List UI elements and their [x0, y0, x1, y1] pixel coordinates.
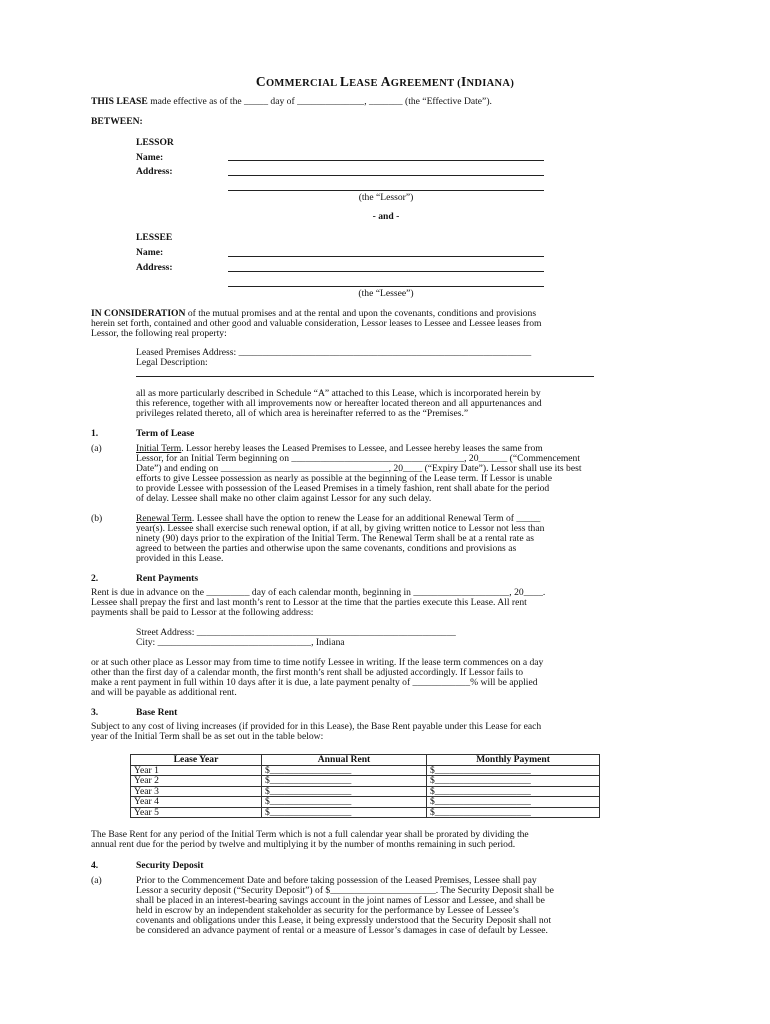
consideration-line-1: IN CONSIDERATION of the mutual promises and at the rental and upon the covenants, conditions and provisions	[91, 308, 537, 319]
section-4a-line-3: shall be placed in an interest-bearing savings account in the joint names of Lessor and Lessee, and shall be	[136, 895, 545, 906]
rent-street-address: Street Address: ______________________________________________________	[136, 627, 456, 638]
section-1-number: 1.	[91, 428, 99, 439]
lessor-address-label: Address:	[136, 166, 173, 177]
section-4a-number: (a)	[91, 875, 102, 886]
section-3-line-2: year of the Initial Term shall be as set out in the table below:	[91, 731, 324, 742]
lessor-caption: (the “Lessor”)	[358, 192, 414, 203]
column-header-annual-rent: Annual Rent	[262, 755, 427, 766]
legal-description-field[interactable]	[136, 376, 594, 377]
section-3-para-2-line-1: The Base Rent for any period of the Initial Term which is not a full calendar year shall be prorated by dividing the	[91, 829, 529, 840]
document-title: COMMERCIAL LEASE AGREEMENT (INDIANA)	[255, 74, 515, 89]
lessee-address-label: Address:	[136, 262, 173, 273]
section-2-line-1: Rent is due in advance on the _________ day of each calendar month, beginning in ____________________, 20____.	[91, 587, 546, 598]
between-label: BETWEEN:	[91, 116, 143, 127]
section-4a-line-2: Lessor a security deposit (“Security Deposit”) of $______________________. The Security Deposit shall be	[136, 885, 554, 896]
section-1b-number: (b)	[91, 513, 103, 524]
lessee-address-field-1[interactable]	[228, 271, 544, 272]
table-row	[131, 786, 600, 797]
lease-year-cell: Year 1	[131, 765, 262, 776]
table-row	[131, 776, 600, 787]
lessee-heading: LESSEE	[136, 232, 173, 243]
monthly-payment-cell[interactable]: $____________________	[427, 786, 600, 797]
section-1b-line-3: ninety (90) days prior to the expiration of the Initial Term. The Renewal Term shall be at a rental rate as	[136, 533, 534, 544]
annual-rent-cell[interactable]: $_________________	[262, 807, 427, 818]
section-1a-line-4: efforts to give Lessee possession as nearly as possible at the beginning of the Lease term. If Lessor is unable	[136, 473, 552, 484]
section-4a-line-4: held in escrow by an independent stakeholder as security for the performance by Lessee of Lessee’s	[136, 905, 519, 916]
lessee-caption: (the “Lessee”)	[358, 288, 414, 299]
premises-line-3: privileges related thereto, all of which area is hereinafter referred to as the “Premises.”	[136, 408, 469, 419]
premises-address: Leased Premises Address: _____________________________________________________________	[136, 347, 532, 358]
and-separator: - and -	[372, 211, 400, 222]
section-2-line-3: payments shall be paid to Lessor at the following address:	[91, 607, 314, 618]
consideration-line-2: herein set forth, contained and other good and valuable consideration, Lessor leases to Lessee and Lessee leases from	[91, 318, 542, 329]
section-1a-line-3: Date”) and ending on ___________________________________, 20____ (“Expiry Date”). Lessor shall use its best	[136, 463, 582, 474]
lease-year-cell: Year 5	[131, 807, 262, 818]
annual-rent-cell[interactable]: $_________________	[262, 797, 427, 808]
lessee-name-field[interactable]	[228, 256, 544, 257]
section-1a-line-6: of delay. Lessee shall make no other claim against Lessor for any such delay.	[136, 493, 432, 504]
lessee-name-label: Name:	[136, 247, 164, 258]
section-4a-line-1: Prior to the Commencement Date and before taking possession of the Leased Premises, Lessee shall pay	[136, 875, 537, 886]
lessor-heading: LESSOR	[136, 137, 174, 148]
column-header-monthly-payment: Monthly Payment	[427, 755, 600, 766]
section-3-line-1: Subject to any cost of living increases (if provided for in this Lease), the Base Rent payable under this Lease for each	[91, 721, 542, 732]
monthly-payment-cell[interactable]: $____________________	[427, 776, 600, 787]
section-1a-line-5: to provide Lessee with possession of the Leased Premises in a timely fashion, rent shall abate for the period	[136, 483, 550, 494]
monthly-payment-cell[interactable]: $____________________	[427, 807, 600, 818]
section-4a-line-6: be considered an advance payment of rental or a measure of Lessor’s damages in case of default by Lessee.	[136, 925, 548, 936]
section-1a-line-1: Initial Term. Lessor hereby leases the Leased Premises to Lessee, and Lessee hereby leases the same from	[136, 443, 543, 454]
consideration-line-3: Lessor, the following real property:	[91, 328, 227, 339]
lessor-name-field[interactable]	[228, 160, 544, 161]
table-row	[131, 797, 600, 808]
table-row	[131, 807, 600, 818]
section-3-number: 3.	[91, 707, 99, 718]
lessor-name-label: Name:	[136, 152, 164, 163]
section-2-para-2-line-2: other than the first day of a calendar month, the first month’s rent shall be adjusted accordingly. If Lessor fails to	[91, 667, 524, 678]
section-2-number: 2.	[91, 573, 99, 584]
lease-year-cell: Year 3	[131, 786, 262, 797]
annual-rent-cell[interactable]: $_________________	[262, 765, 427, 776]
section-1a-number: (a)	[91, 443, 102, 454]
section-4-number: 4.	[91, 860, 99, 871]
lessor-address-field-2[interactable]	[228, 190, 544, 191]
section-2-heading: Rent Payments	[136, 573, 199, 584]
annual-rent-cell[interactable]: $_________________	[262, 786, 427, 797]
section-1b-line-2: year(s). Lessee shall exercise such renewal option, if at all, by giving written notice to Lessor not less than	[136, 523, 545, 534]
premises-line-1: all as more particularly described in Schedule “A” attached to this Lease, which is incorporated herein by	[136, 388, 541, 399]
section-2-para-2-line-4: and will be payable as additional rent.	[91, 687, 237, 698]
section-2-para-2-line-1: or at such other place as Lessor may from time to time notify Lessee in writing. If the lease term commences on a day	[91, 657, 544, 668]
section-1-heading: Term of Lease	[136, 428, 195, 439]
lease-year-cell: Year 4	[131, 797, 262, 808]
base-rent-table	[130, 754, 600, 818]
premises-line-2: this reference, together with all improvements now or hereafter located thereon and all appurtenances and	[136, 398, 542, 409]
section-1a-line-2: Lessor, for an Initial Term beginning on ____________________________________, 20______ (“Commencement	[136, 453, 581, 464]
section-1b-line-4: agreed to between the parties and otherwise upon the same covenants, conditions and provisions as	[136, 543, 517, 554]
legal-description-label: Legal Description:	[136, 357, 208, 368]
section-4-heading: Security Deposit	[136, 860, 204, 871]
rent-city: City: ________________________________, Indiana	[136, 637, 345, 648]
lessor-address-field-1[interactable]	[228, 175, 544, 176]
section-4a-line-5: covenants and obligations under this Lease, it being expressly understood that the Security Deposit shall not	[136, 915, 552, 926]
section-2-para-2-line-3: make a rent payment in full within 10 days after it is due, a late payment penalty of ____________% will be applied	[91, 677, 538, 688]
section-2-line-2: Lessee shall prepay the first and last month’s rent to Lessor at the time that the parties execute this Lease. All rent	[91, 597, 527, 608]
column-header-lease-year: Lease Year	[131, 755, 262, 766]
section-1b-line-1: Renewal Term. Lessee shall have the option to renew the Lease for an additional Renewal Term of _____	[136, 513, 541, 524]
lessee-address-field-2[interactable]	[228, 286, 544, 287]
section-3-para-2-line-2: annual rent due for the period by twelve and multiplying it by the number of months remaining in such period.	[91, 839, 516, 850]
section-1b-line-5: provided in this Lease.	[136, 553, 224, 564]
lease-year-cell: Year 2	[131, 776, 262, 787]
table-row	[131, 765, 600, 776]
section-3-heading: Base Rent	[136, 707, 178, 718]
monthly-payment-cell[interactable]: $____________________	[427, 765, 600, 776]
monthly-payment-cell[interactable]: $____________________	[427, 797, 600, 808]
annual-rent-cell[interactable]: $_________________	[262, 776, 427, 787]
effective-date-line: THIS LEASE made effective as of the _____ day of ______________, _______ (the “Effective Date”).	[91, 96, 492, 107]
